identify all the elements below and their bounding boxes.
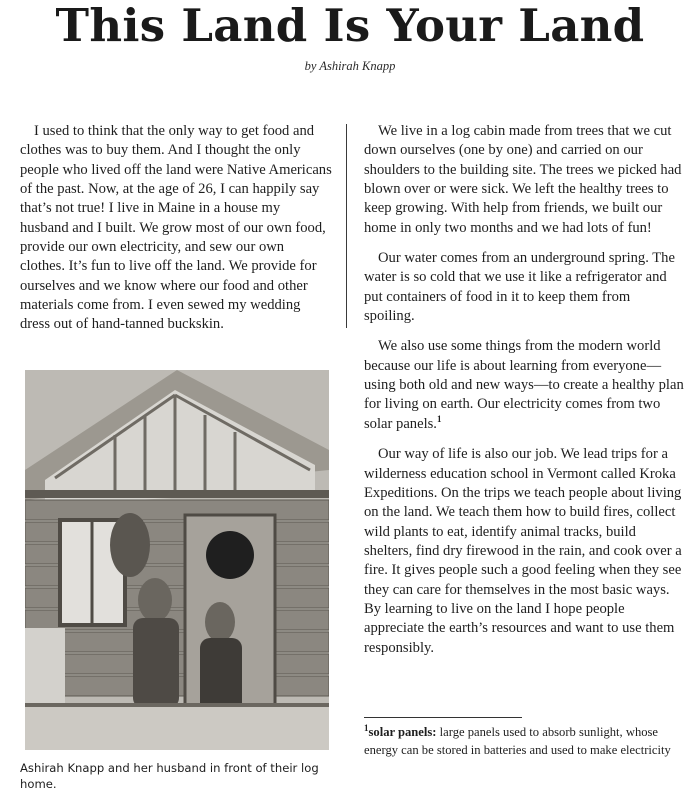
footnote-reference: 1 xyxy=(436,413,442,424)
column-divider xyxy=(346,124,347,328)
cabin-photo-illustration xyxy=(25,370,329,750)
paragraph-water: Our water comes from an underground spring. The water is so cold that we use it like a refrigerator and put containers of food in it to keep them from spoiling. xyxy=(364,250,675,325)
right-column xyxy=(364,122,684,658)
photo-caption: Ashirah Knapp and her husband in front of their log home. xyxy=(20,761,319,791)
paragraph-intro: I used to think that the only way to get food and clothes was to buy them. And I thought the only people who lived off the land were Native Americans of the past. Now, at the age of 26, I can happily say that’s not true! I live in Maine in a house my husband and I built. We grow most of our own food, provide our own electricity, and sew our own clothes. It’s fun to live off the land. We provide for ourselves and we know where our food and other materials come from. I even sewed my wedding dress out of hand-tanned buckskin. xyxy=(20,123,332,333)
paragraph-modern-world xyxy=(364,337,684,434)
footnote-number: 1 xyxy=(364,722,369,733)
paragraph-log-cabin: We live in a log cabin made from trees that we cut down ourselves (one by one) and carried on our shoulders to the building site. The trees we picked had blown over or were sick. We left the healthy trees to keep growing. With help from friends, we built our home in only two months and we had lots of fun! xyxy=(364,123,682,236)
footnote-divider xyxy=(364,717,522,718)
footnote-definition: large panels used to absorb sunlight, whose energy can be stored in batteries and used to make electricity xyxy=(364,725,671,757)
article-byline: by Ashirah Knapp xyxy=(304,59,396,73)
left-column xyxy=(20,122,332,335)
footnote-term: solar panels: xyxy=(368,725,437,739)
footnote xyxy=(364,723,686,759)
paragraph-modern-world-text: We also use some things from the modern world because our life is about learning from everyone—using both old and new ways—to create a healthy plan for living on earth. Our electricity comes from two solar panels. xyxy=(364,338,684,432)
cabin-photo xyxy=(25,370,329,750)
article-title: This Land Is Your Land xyxy=(55,0,645,52)
paragraph-way-of-life: Our way of life is also our job. We lead trips for a wilderness education school in Vermont called Kroka Expeditions. On the trips we teach people about living on the land. We teach them how to build fires, collect wild plants to eat, identify animal tracks, build shelters, find dry firewood in the rain, and cook over a fire. It gives people such a good feeling when they see they can care for themselves in the most basic ways. By learning to live on the land I hope people appreciate the earth’s resources and want to use them responsibly. xyxy=(364,446,682,656)
